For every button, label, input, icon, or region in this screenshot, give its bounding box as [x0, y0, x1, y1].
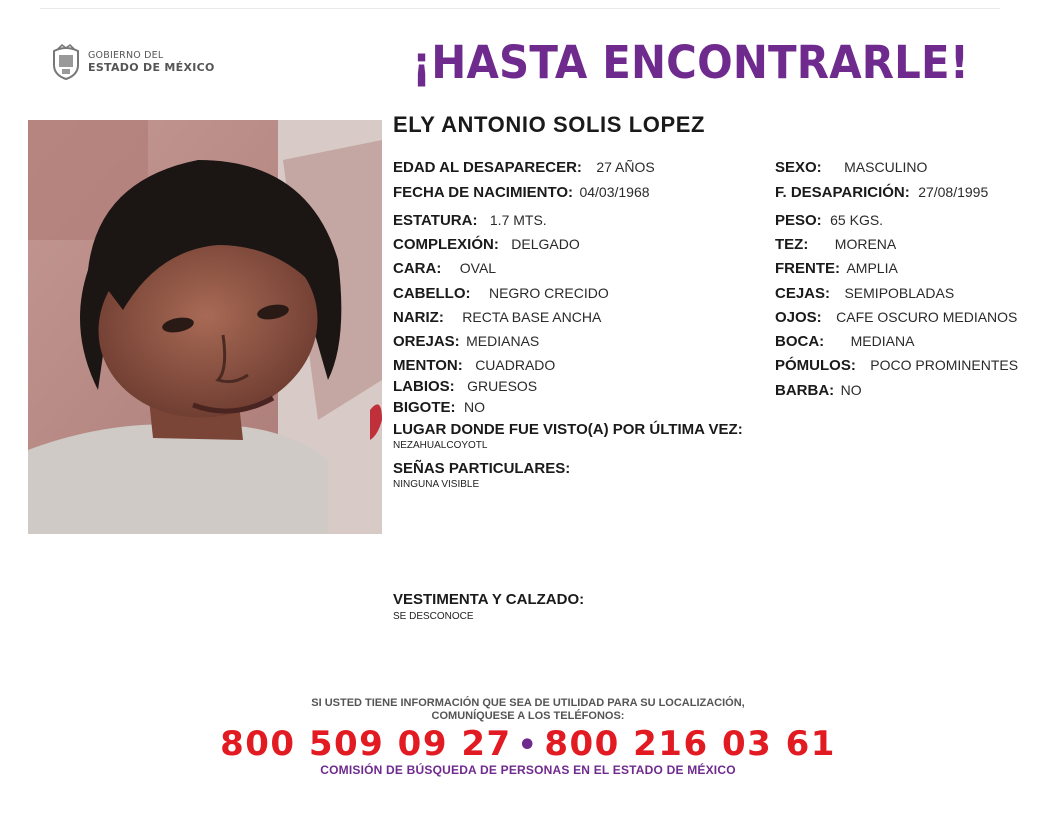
field-barba: [775, 381, 862, 400]
field-label: LABIOS:: [393, 378, 455, 395]
field-label: OJOS:: [775, 309, 822, 326]
field-fecha-nacimiento: [393, 183, 650, 202]
person-name: ELY ANTONIO SOLIS LOPEZ: [393, 112, 706, 137]
field-label: ESTATURA:: [393, 212, 478, 229]
field-estatura: [393, 211, 547, 230]
state-seal-icon: [50, 43, 82, 81]
phone-numbers: [0, 724, 1056, 764]
field-label: TEZ:: [775, 236, 809, 253]
field-value: 27 AÑOS: [596, 159, 655, 175]
field-fecha-desaparicion: [775, 183, 988, 202]
field-label: F. DESAPARICIÓN:: [775, 184, 910, 201]
government-logo: [50, 42, 215, 82]
field-complexion: [393, 235, 580, 254]
field-peso: [775, 211, 883, 230]
field-nariz: [393, 308, 601, 327]
person-photo-illustration: [28, 120, 382, 534]
info-line-1: SI USTED TIENE INFORMACIÓN QUE SEA DE UTILIDAD PARA SU LOCALIZACIÓN,: [311, 697, 745, 709]
field-bigote: [393, 398, 485, 417]
field-value: NEGRO CRECIDO: [488, 285, 609, 301]
field-value: 04/03/1968: [579, 184, 650, 200]
field-label: CABELLO:: [393, 285, 471, 302]
clothing-label: VESTIMENTA Y CALZADO:: [393, 591, 585, 608]
field-value: GRUESOS: [467, 378, 538, 394]
field-frente: [775, 259, 898, 278]
field-value: NO: [463, 399, 485, 415]
field-cara: [393, 259, 496, 278]
field-label: BOCA:: [775, 333, 825, 350]
field-tez: [775, 235, 896, 254]
field-orejas: [393, 332, 539, 351]
phone-number-1[interactable]: 800 509 09 27: [220, 724, 512, 764]
field-label: FRENTE:: [775, 260, 840, 277]
field-label: FECHA DE NACIMIENTO:: [393, 184, 573, 201]
field-label: OREJAS:: [393, 333, 460, 350]
field-label: PESO:: [775, 212, 822, 229]
field-label: MENTON:: [393, 357, 463, 374]
field-label: BIGOTE:: [393, 399, 456, 416]
field-value: OVAL: [459, 260, 497, 276]
field-label: PÓMULOS:: [775, 357, 856, 374]
field-edad: [393, 158, 655, 177]
phone-number-2[interactable]: 800 216 03 61: [544, 724, 836, 764]
field-value: CUADRADO: [475, 357, 556, 373]
field-label: CEJAS:: [775, 285, 831, 302]
field-value: MASCULINO: [844, 159, 928, 175]
field-value: MEDIANAS: [466, 333, 540, 349]
field-label: BARBA:: [775, 382, 835, 399]
field-value: POCO PROMINENTES: [870, 357, 1019, 373]
field-value: MORENA: [834, 236, 897, 252]
last-seen-value: NEZAHUALCOYOTL: [393, 440, 488, 451]
info-line-2: COMUNÍQUESE A LOS TELÉFONOS:: [431, 710, 625, 722]
field-ojos: [775, 308, 1017, 327]
field-labios: [393, 377, 537, 396]
field-label: CARA:: [393, 260, 442, 277]
field-cejas: [775, 284, 954, 303]
field-label: COMPLEXIÓN:: [393, 236, 499, 253]
field-value: AMPLIA: [846, 260, 898, 276]
field-value: 65 KGS.: [830, 212, 884, 228]
poster-headline: ¡HASTA ENCONTRARLE!: [412, 36, 970, 89]
field-value: NO: [840, 382, 862, 398]
last-seen-label: LUGAR DONDE FUE VISTO(A) POR ÚLTIMA VEZ:: [393, 421, 743, 438]
field-boca: [775, 332, 914, 351]
field-value: 1.7 MTS.: [489, 212, 547, 228]
field-value: SEMIPOBLADAS: [844, 285, 955, 301]
logo-line-1: GOBIERNO DEL: [88, 50, 164, 61]
missing-person-photo: [28, 120, 382, 534]
field-label: NARIZ:: [393, 309, 444, 326]
commission-name: COMISIÓN DE BÚSQUEDA DE PERSONAS EN EL ESTADO DE MÉXICO: [320, 763, 736, 777]
marks-value: NINGUNA VISIBLE: [393, 479, 480, 490]
phone-separator: •: [517, 728, 539, 763]
clothing-value: SE DESCONOCE: [393, 611, 474, 622]
logo-line-2: ESTADO DE MÉXICO: [88, 61, 215, 74]
marks-label: SEÑAS PARTICULARES:: [393, 460, 571, 477]
field-value: CAFE OSCURO MEDIANOS: [836, 309, 1018, 325]
field-value: DELGADO: [511, 236, 580, 252]
field-label: EDAD AL DESAPARECER:: [393, 159, 582, 176]
field-value: RECTA BASE ANCHA: [462, 309, 602, 325]
field-pomulos: [775, 356, 1018, 375]
field-cabello: [393, 284, 609, 303]
field-menton: [393, 356, 555, 375]
top-divider: [40, 8, 1000, 9]
field-value: 27/08/1995: [918, 184, 989, 200]
field-value: MEDIANA: [850, 333, 915, 349]
field-label: SEXO:: [775, 159, 822, 176]
field-sexo: [775, 158, 927, 177]
